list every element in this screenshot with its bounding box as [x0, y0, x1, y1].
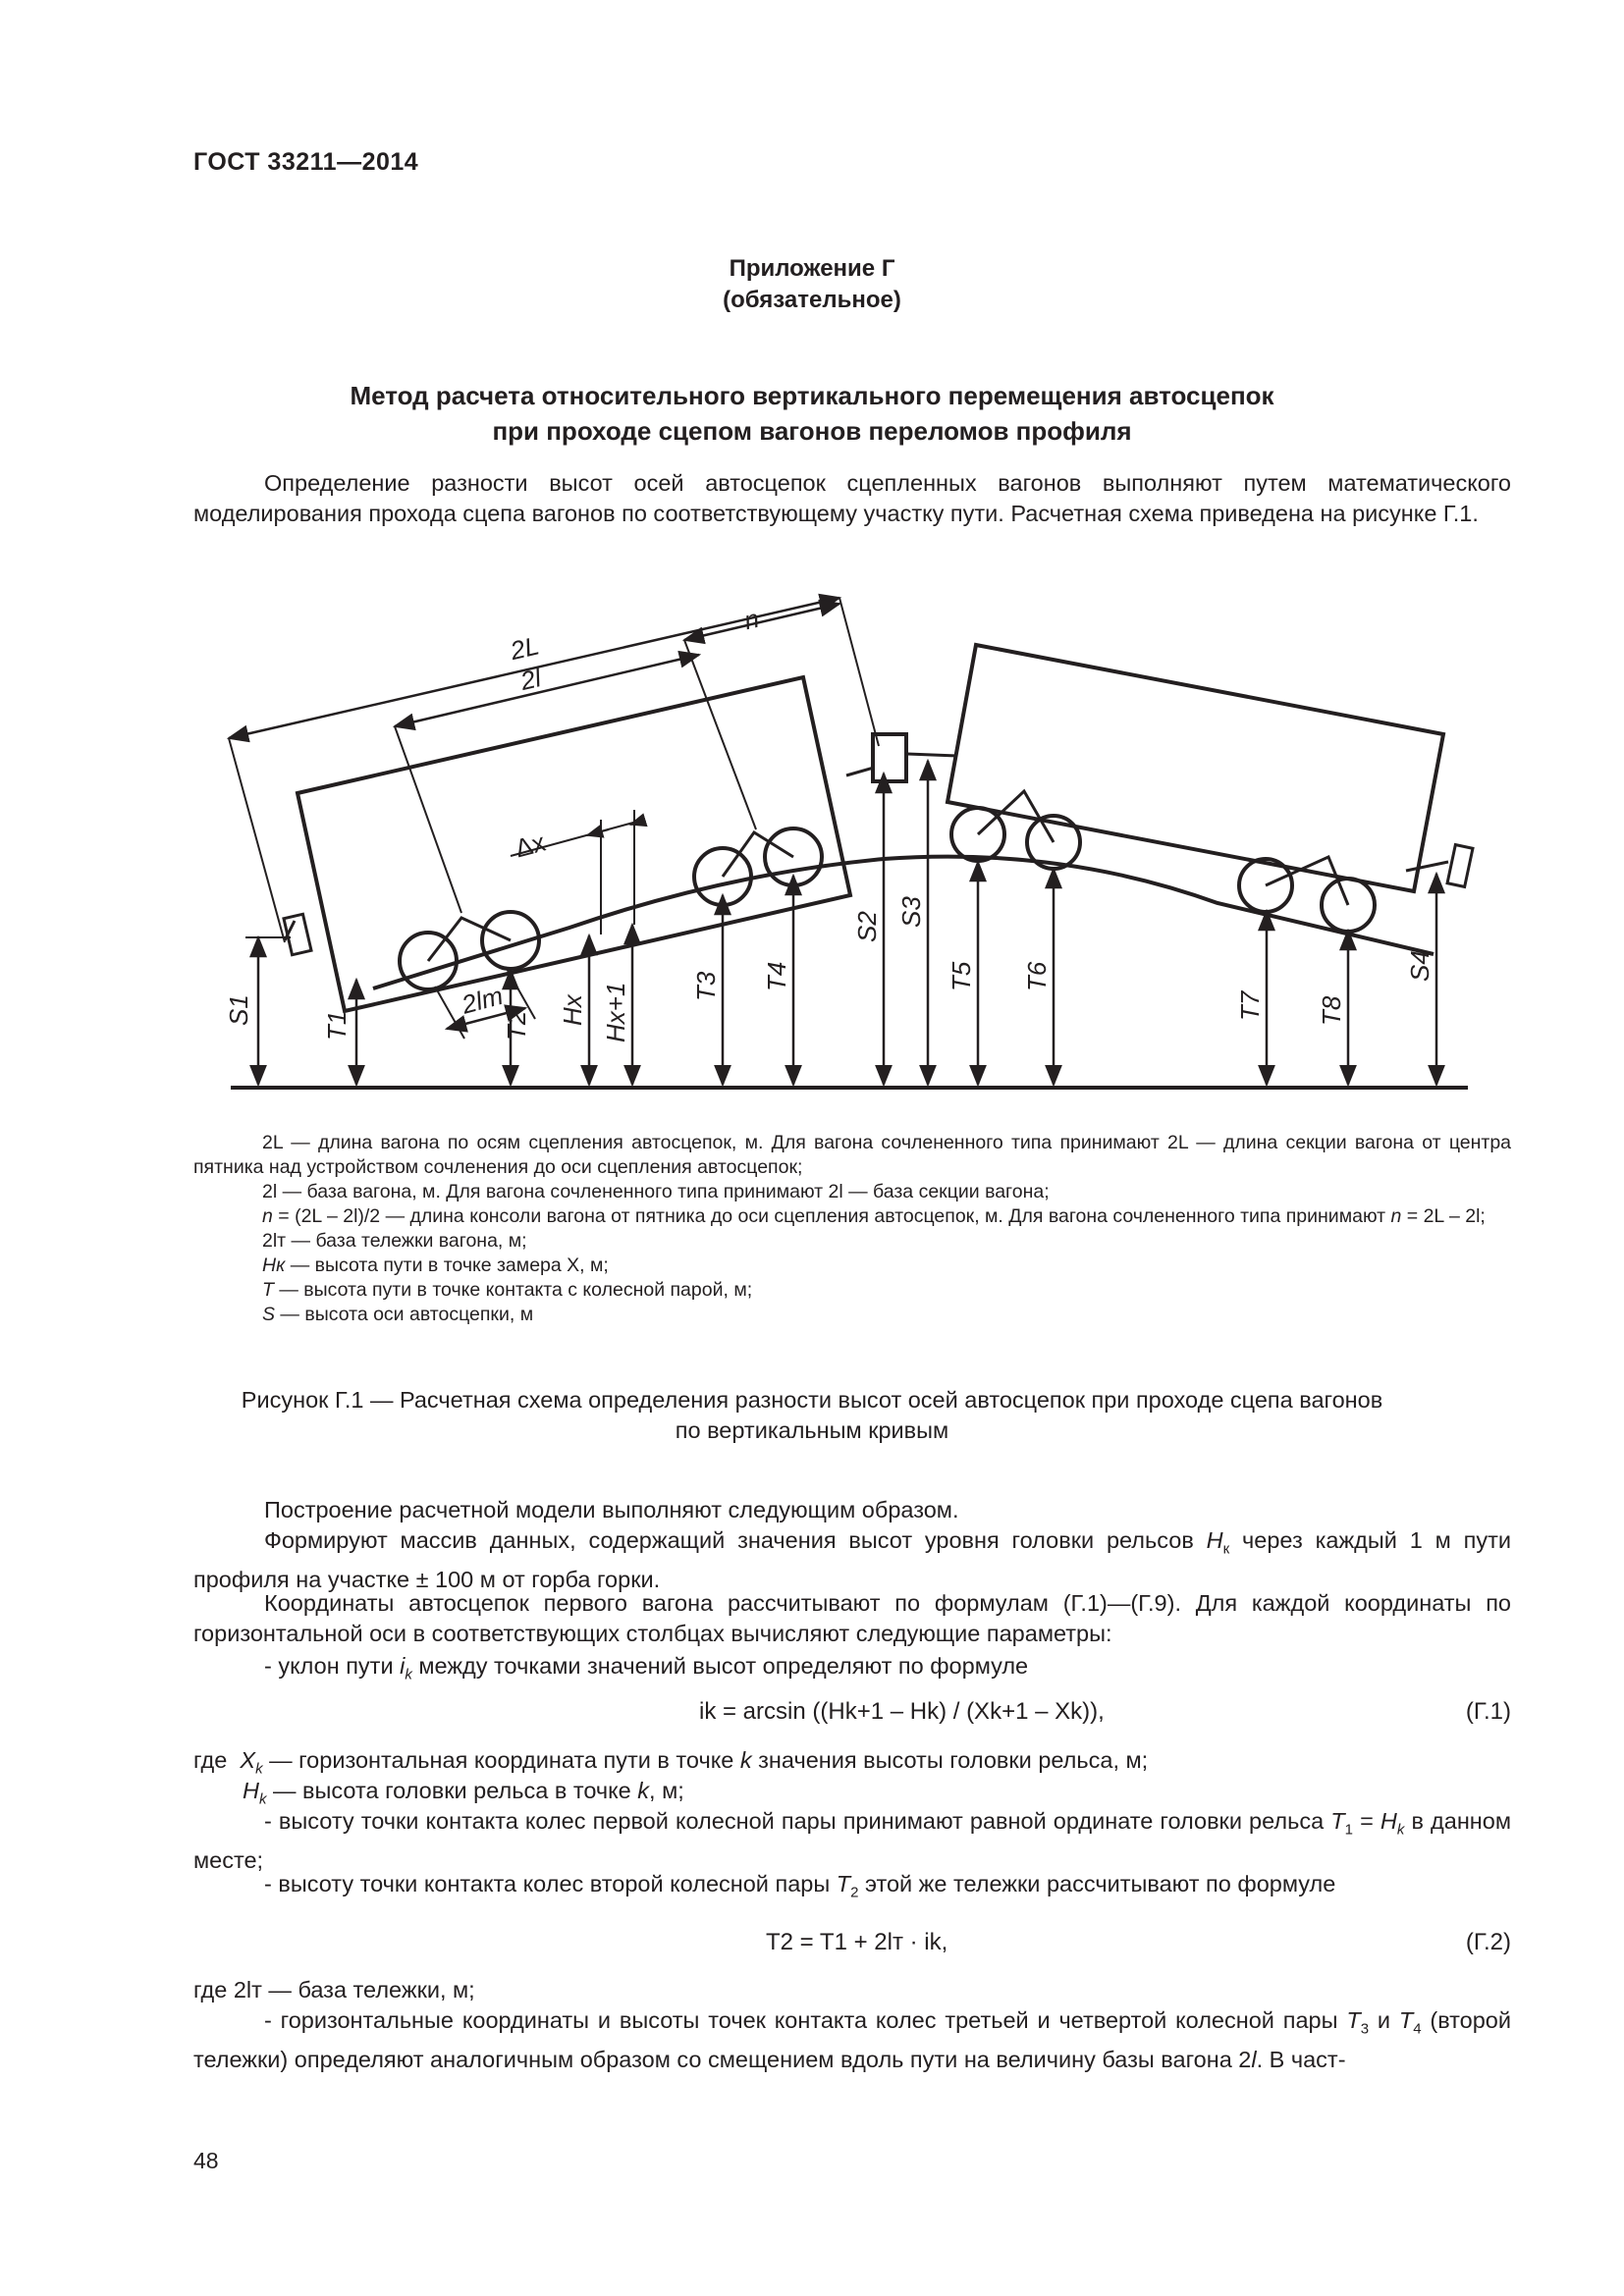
coupler-1 [284, 914, 311, 955]
label-T5: T5 [947, 961, 976, 991]
legend-item-S: S — высота оси автосцепки, м [262, 1304, 534, 1325]
label-T3: T3 [691, 971, 721, 1001]
label-n: n [741, 603, 762, 636]
formula-G1-number: (Г.1) [1465, 1698, 1511, 1725]
label-2l: 2l [517, 663, 544, 696]
where-3: где 2lт — база тележки, м; [193, 1977, 475, 2002]
label-2lt: 2lт [459, 980, 507, 1020]
formula-G1: ik = arcsin ((Hk+1 – Hk) / (Xk+1 – Xk)), [699, 1698, 1105, 1725]
figure-legend [193, 1131, 1511, 1327]
body-paragraph-3: Координаты автосцепок первого вагона рассчитывают по формулам (Г.1)—(Г.9). Для каждой координаты по горизонтальной оси в соответствующих столбцах вычисляют следующие параметры: [193, 1590, 1511, 1646]
legend-item-n: n = (2L – 2l)/2 — длина консоли вагона от пятника до оси сцепления автосцепок, м. Для вагона сочлененного типа принимают n = 2L – 2l; [262, 1205, 1486, 1227]
formula-G2-number: (Г.2) [1465, 1929, 1511, 1955]
section-title-line1: Метод расчета относительного вертикального перемещения автосцепок [350, 381, 1274, 410]
formula-G2: T2 = T1 + 2lт · ik, [766, 1929, 948, 1955]
where-1: где $X_k$ — горизонтальная координата пути в точке k значения высоты головки рельса, м; [193, 1747, 1149, 1778]
where-2: $H_k$ — высота головки рельса в точке k, м; [243, 1778, 684, 1808]
document-header: ГОСТ 33211—2014 [193, 148, 419, 176]
calculation-scheme-figure [0, 0, 1624, 1109]
label-T6: T6 [1022, 961, 1052, 991]
coupler-3 [1447, 845, 1473, 887]
page-number: 48 [193, 2148, 219, 2173]
body-paragraph-2: Формируют массив данных, содержащий значения высот уровня головки рельсов $H_к$ через каждый 1 м пути профиля на участке ± 100 м от горба горки. [193, 1527, 1511, 1592]
legend-item-lt: 2lт — база тележки вагона, м; [262, 1230, 527, 1252]
figure-caption: Рисунок Г.1 — Расчетная схема определения разности высот осей автосцепок при проходе сцепа вагонов по вертикальным кривым [241, 1387, 1383, 1443]
legend-item-l: 2l — база вагона, м. Для вагона сочлененного типа принимают 2l — база секции вагона; [262, 1181, 1050, 1202]
legend-item-Hk: Hк — высота пути в точке замера X, м; [262, 1255, 609, 1276]
body-paragraph-5: - высоту точки контакта колес первой колесной пары принимают равной ординате головки рельса $T_1 = H_k$ в данном месте; [193, 1808, 1511, 1873]
label-S3: S3 [896, 896, 926, 928]
label-2L: 2L [507, 630, 542, 667]
body-paragraph-7: - горизонтальные координаты и высоты точек контакта колес третьей и четвертой колесной пары $T_3$ и $T_4$ (второй тележки) определяют аналогичным образом со смещением вдоль пути на величину базы вагона 2l. В част- [193, 2007, 1512, 2072]
body-paragraph-4: - уклон пути $i_k$ между точками значений высот определяют по формуле [264, 1653, 1029, 1683]
section-title-line2: при проходе сцепом вагонов переломов профиля [492, 416, 1132, 446]
car-2-body [947, 645, 1443, 891]
label-T7: T7 [1235, 990, 1265, 1021]
label-T2: T2 [502, 1010, 531, 1041]
label-dx: Δx [512, 827, 549, 864]
legend-item-T: T — высота пути в точке контакта с колесной парой, м; [262, 1279, 753, 1301]
label-S4: S4 [1405, 950, 1435, 982]
annex-title: Приложение Г [729, 255, 895, 282]
label-S2: S2 [852, 911, 882, 942]
label-S1: S1 [224, 994, 253, 1026]
body-paragraph-1: Построение расчетной модели выполняют следующим образом. [264, 1497, 959, 1522]
body-paragraph-6: - высоту точки контакта колес второй колесной пары $T_2$ этой же тележки рассчитывают по формуле [264, 1871, 1336, 1901]
label-T1: T1 [322, 1010, 352, 1041]
annex-status: (обязательное) [723, 287, 901, 313]
label-Hx: Hx [558, 994, 587, 1026]
intro-paragraph: Определение разности высот осей автосцепок сцепленных вагонов выполняют путем математического моделирования прохода сцепа вагонов по соответствующему участку пути. Расчетная схема приведена на рисунке Г.1. [193, 470, 1511, 526]
legend-item-L: 2L — длина вагона по осям сцепления автосцепок, м. Для вагона сочлененного типа принимают 2L — длина секции вагона от центра пятника над устройством сочленения до оси сцепления автосцепок; [193, 1132, 1512, 1178]
label-T8: T8 [1317, 995, 1346, 1026]
label-T4: T4 [762, 961, 791, 991]
label-Hx1: Hx+1 [601, 982, 630, 1042]
